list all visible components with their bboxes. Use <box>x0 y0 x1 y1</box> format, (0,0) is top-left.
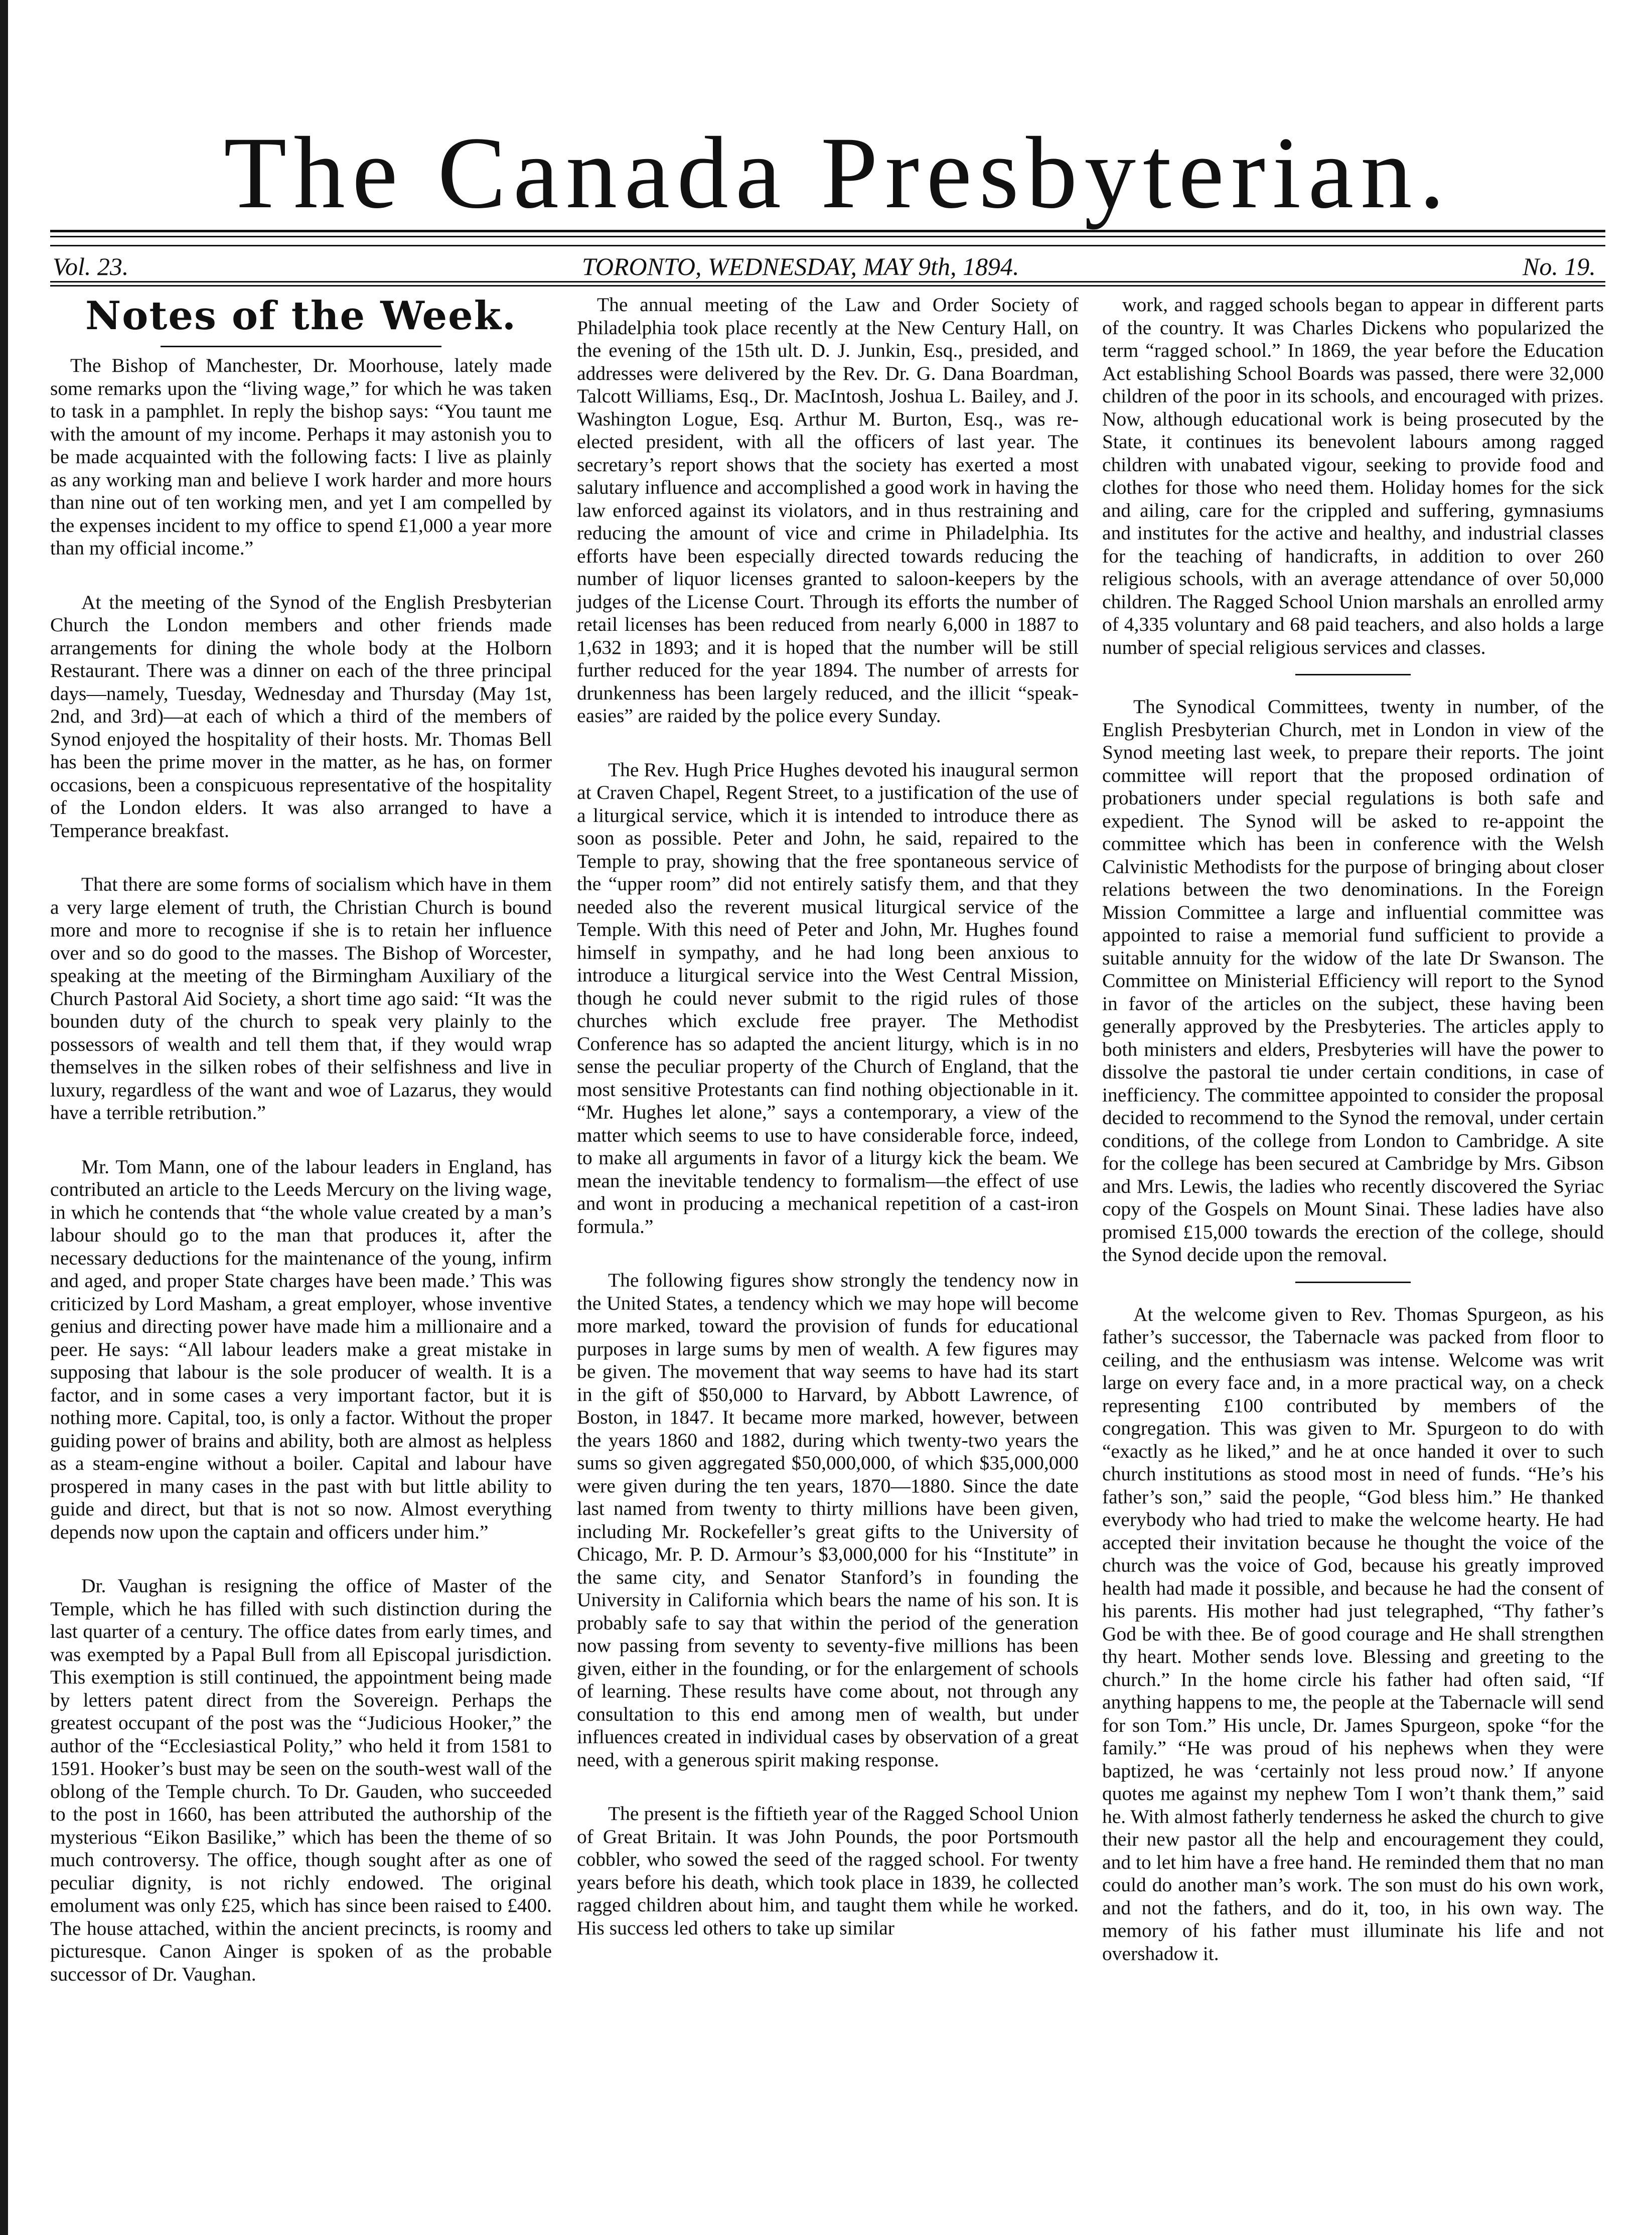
article-paragraph: The Rev. Hugh Price Hughes devoted his inaugural sermon at Craven Chapel, Regent Street, to a justification of the use of a liturgical service, which it is intended to introduce there as soon as possible. Peter and John, he said, repaired to the Temple to pray, showing that the free spontaneous service of the “upper room” did not entirely satisfy them, and that they needed also the reverent musical liturgical service of the Temple. With this need of Peter and John, Mr. Hughes found himself in sympathy, and he had long been anxious to introduce a liturgical service into the West Central Mission, though he could never submit to the rigid rules of those churches which exclude free prayer. The Methodist Conference has so adapted the ancient liturgy, which is in no sense the peculiar property of the Church of England, that the most sensitive Protestants can find nothing objectionable in it. “Mr. Hughes let alone,” says a contemporary, a view of the matter which seems to use to have considerable force, indeed, to make all arguments in favor of a liturgy kick the beam. We mean the inevitable tendency to formalism—the effect of use and wont in producing a mechanical repetition of a cast-iron formula.” <box>577 758 1079 1237</box>
masthead-rule-top <box>50 230 1605 232</box>
article-paragraph: The Synodical Committees, twenty in number, of the English Presbyterian Church, met in London in view of the Synod meeting last week, to prepare their reports. The joint committee will report that the proposed ordination of probationers under special regulations is both safe and expedient. The Synod will be asked to re-appoint the committee which has been in conference with the Welsh Calvinistic Methodists for the purpose of bringing about closer relations between the two denominations. In the Foreign Mission Committee a large and influential committee was appointed to raise a memorial fund sufficient to provide a suitable annuity for the widow of the late Dr Swanson. The Committee on Ministerial Efficiency will report to the Synod in favor of the articles on the subject, these having been generally approved by the Presbyteries. The articles apply to both ministers and elders, Presbyteries will have the power to dissolve the pastoral tie under certain conditions, in case of inefficiency. The committee appointed to consider the proposal decided to recommend to the Synod the removal, under certain conditions, of the college from London to Cambridge. A site for the college has been secured at Cambridge by Mrs. Gibson and Mrs. Lewis, the ladies who recently discovered the Syriac copy of the Gospels on Mount Sinai. These ladies have also promised £15,000 towards the erection of the college, should the Synod decide upon the removal. <box>1102 695 1604 1266</box>
column-1 <box>50 294 552 2017</box>
article-separator <box>1295 1282 1411 1283</box>
column-1-body <box>50 354 552 1986</box>
article-paragraph: At the meeting of the Synod of the English Presbyterian Church the London members and other friends made arrangements for dining the whole body at the Holborn Restaurant. There was a dinner on each of the three principal days—namely, Tuesday, Wednesday and Thursday (May 1st, 2nd, and 3rd)—at each of which a third of the members of Synod enjoyed the hospitality of their hosts. Mr. Thomas Bell has been the prime mover in the matter, as he has, on former occasions, been a conspicuous representative of the hospitality of the London elders. It was also arranged to have a Temperance breakfast. <box>50 591 552 842</box>
dateline-rule-1 <box>50 281 1605 283</box>
article-separator <box>1295 674 1411 675</box>
article-paragraph: The present is the fiftieth year of the Ragged School Union of Great Britain. It was John Pounds, the poor Portsmouth cobbler, who sowed the seed of the ragged school. For twenty years before his death, which took place in 1839, he collected ragged children about him, and taught them while he worked. His success led others to take up similar <box>577 1802 1079 1939</box>
masthead-title: The Canada Presbyterian. <box>224 116 1452 230</box>
dateline-rule-2 <box>50 285 1605 287</box>
article-paragraph: The annual meeting of the Law and Order Society of Philadelphia took place recently at the New Century Hall, on the evening of the 15th ult. D. J. Junkin, Esq., presided, and addresses were delivered by the Rev. Dr. G. Dana Boardman, Talcott Williams, Esq., Dr. MacIntosh, Joshua L. Bailey, and J. Washington Logue, Esq. Arthur M. Burton, Esq., was re-elected president, with all the officers of last year. The secretary’s report shows that the society has exerted a most salutary influence and accomplished a good work in having the law enforced against its violators, and in thus restraining and reducing the amount of vice and crime in Philadelphia. Its efforts have been especially directed towards reducing the number of liquor licenses granted to saloon-keepers by the judges of the License Court. Through its efforts the number of retail licenses has been reduced from nearly 6,000 in 1887 to 1,632 in 1893; and it is hoped that the number will be still further reduced for the year 1894. The number of arrests for drunkenness has been largely reduced, and the illicit “speak-easies” are raided by the police every Sunday. <box>577 294 1079 727</box>
article-paragraph: Mr. Tom Mann, one of the labour leaders in England, has contributed an article to the Leeds Mercury on the living wage, in which he contends that “the whole value created by a man’s labour should go to the man that produces it, after the necessary deductions for the maintenance of the young, infirm and aged, and proper State charges have been made.’ This was criticized by Lord Masham, a great employer, whose inventive genius and directing power have made him a millionaire and a peer. He says: “All labour leaders make a great mistake in supposing that labour is the sole producer of wealth. It is a factor, and in some cases a very important factor, but it is nothing more. Capital, too, is only a factor. Without the proper guiding power of brains and ability, both are almost as helpless as a steam-engine without a boiler. Capital and labour have prospered in many cases in the past with but little ability to guide and direct, but that is not so now. Almost everything depends now upon the captain and officers under him.” <box>50 1155 552 1543</box>
issue-number: No. 19. <box>1523 252 1596 281</box>
section-title: Notes of the Week. <box>50 294 552 347</box>
masthead-rule-top-thin <box>50 236 1605 237</box>
column-3-body <box>1102 294 1604 1965</box>
article-paragraph: work, and ragged schools began to appear in different parts of the country. It was Charles Dickens who popularized the term “ragged school.” In 1869, the year before the Education Act establishing School Boards was passed, there were 32,000 children of the poor in its schools, and encouraged with prizes. Now, although educational work is being prosecuted by the State, it continues its benevolent labours among ragged children with unabated vigour, seeking to provide food and clothes for those who need them. Holiday homes for the sick and ailing, care for the crippled and suffering, gymnasiums and institutes for the active and healthy, and industrial classes for the teaching of handicrafts, in addition to over 260 religious schools, with an average attendance of over 50,000 children. The Ragged School Union marshals an enrolled army of 4,335 voluntary and 68 paid teachers, and also holds a large number of special religious services and classes. <box>1102 294 1604 658</box>
article-paragraph: At the welcome given to Rev. Thomas Spurgeon, as his father’s successor, the Tabernacle was packed from floor to ceiling, and the enthusiasm was intense. Welcome was writ large on every face and, in a more practical way, on a check representing £100 contributed by members of the congregation. This was given to Mr. Spurgeon to do with “exactly as he liked,” and he at once handed it over to such church institutions as stood most in need of funds. “He’s his father’s son,” said the people, “God bless him.” He thanked everybody who had tried to make the welcome hearty. He had accepted their invitation because he thought the voice of the church was the voice of God, because his greatly improved health had made it possible, and because he had the consent of his parents. His mother had just telegraphed, “Thy father’s God be with thee. Be of good courage and He shall strengthen thy heart. Mother sends love. Blessing and greeting to the church.” In the home circle his father had often said, “If anything happens to me, the people at the Tabernacle will send for son Tom.” His uncle, Dr. James Spurgeon, spoke “for the family.” “He was proud of his nephews when they were baptized, he was ‘certainly not less proud now.’ If anyone quotes me against my nephew Tom I won’t thank them,” said he. With almost fatherly tenderness he asked the church to give their new pastor all the help and encouragement they could, and to let him have a free hand. He reminded them that no man could do another man’s work. The son must do his own work, and not the fathers, and do it, too, in his own way. The memory of his father must illuminate his life and not overshadow it. <box>1102 1303 1604 1965</box>
article-paragraph: The following figures show strongly the tendency now in the United States, a tendency which we may hope will become more marked, toward the provision of funds for educational purposes in large sums by men of wealth. A few figures may be given. The movement that way seems to have had its start in the gift of $50,000 to Harvard, by Abbott Lawrence, of Boston, in 1847. It became more marked, however, between the years 1860 and 1882, during which twenty-two years the sums so given aggregated $50,000,000, of which $35,000,000 were given during the ten years, 1870—1880. Since the date last named from twenty to thirty millions have been given, including Mr. Rockefeller’s great gifts to the University of Chicago, Mr. P. D. Armour’s $3,000,000 for his “Institute” in the same city, and Senator Stanford’s in founding the University in California which bears the name of his son. It is probably safe to say that within the period of the generation now passing from seventy to seventy-five millions has been given, either in the founding, or for the enlargement of schools of learning. These results have come about, not through any consultation to this end among men of wealth, but under influences created in individual cases by observation of a great need, with a generous spirit making response. <box>577 1269 1079 1771</box>
article-paragraph: The Bishop of Manchester, Dr. Moorhouse, lately made some remarks upon the “living wage,” for which he was taken to task in a pamphlet. In reply the bishop says: “You taunt me with the amount of my income. Perhaps it may astonish you to be made acquainted with the following facts: I live as plainly as any working man and believe I work harder and more hours than nine out of ten working men, and yet I am compelled by the expenses incident to my office to spend £1,000 a year more than my official income.” <box>50 354 552 559</box>
volume-label: Vol. 23. <box>53 252 129 281</box>
page-edge-shadow <box>0 0 8 2235</box>
column-3 <box>1102 294 1604 1980</box>
column-2 <box>577 294 1079 1971</box>
place-date: TORONTO, WEDNESDAY, MAY 9th, 1894. <box>582 252 1019 281</box>
article-paragraph: That there are some forms of socialism which have in them a very large element of truth, the Christian Church is bound more and more to recognise if she is to retain her influence over and so do good to the masses. The Bishop of Worcester, speaking at the meeting of the Birmingham Auxiliary of the Church Pastoral Aid Society, a short time ago said: “It was the bounden duty of the church to speak very plainly to the possessors of wealth and tell them that, if they would wrap themselves in the silken robes of their selfishness and live in luxury, regardless of the want and woe of Lazarus, they would have a terrible retribution.” <box>50 873 552 1124</box>
dateline <box>50 252 1605 282</box>
masthead-rule-mid <box>50 245 1605 246</box>
article-paragraph: Dr. Vaughan is resigning the office of Master of the Temple, which he has filled with such distinction during the last quarter of a century. The office dates from early times, and was exempted by a Papal Bull from all Episcopal jurisdiction. This exemption is still continued, the appointment being made by letters patent direct from the Sovereign. Perhaps the greatest occupant of the post was the “Judicious Hooker,” the author of the “Ecclesiastical Polity,” who held it from 1581 to 1591. Hooker’s bust may be seen on the south-west wall of the oblong of the Temple church. To Dr. Gauden, who succeeded to the post in 1660, has been attributed the authorship of the mysterious “Eikon Basilike,” which has been the theme of so much controversy. The office, though sought after as one of peculiar dignity, is not richly endowed. The original emolument was only £25, which has since been raised to £400. The house attached, within the ancient precincts, is roomy and picturesque. Canon Ainger is spoken of as the probable successor of Dr. Vaughan. <box>50 1575 552 1985</box>
column-2-body <box>577 294 1079 1939</box>
